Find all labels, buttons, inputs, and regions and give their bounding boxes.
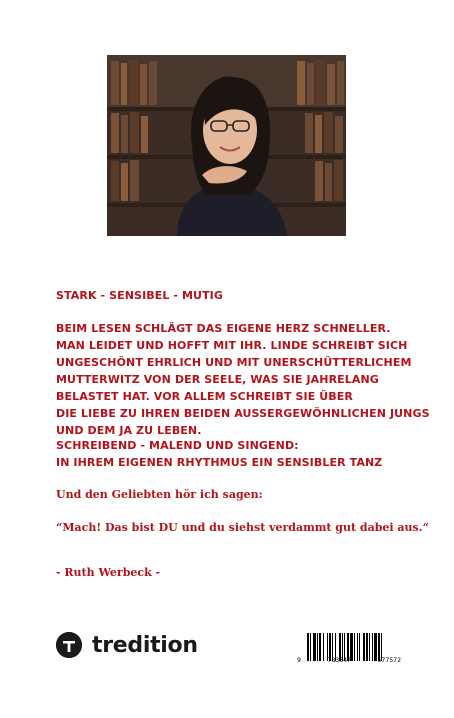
- blurb-paragraph-1: [56, 320, 430, 439]
- blurb-line: UND DEM JA ZU LEBEN.: [56, 424, 202, 437]
- tredition-logo-glyph: [56, 632, 82, 658]
- author-photo-illustration: [107, 55, 346, 236]
- blurb-line: UNGESCHÖNT EHRLICH UND MIT UNERSCHÜTTERLICHEM: [56, 356, 412, 369]
- tagline: [56, 287, 406, 304]
- quote-intro-text: Und den Geliebten hör ich sagen:: [56, 488, 263, 501]
- publisher-name: tredition: [92, 632, 198, 658]
- blurb-line: IN IHREM EIGENEN RHYTHMUS EIN SENSIBLER TANZ: [56, 456, 383, 469]
- isbn-prefix: 9: [297, 656, 301, 664]
- quote-intro: [56, 486, 406, 503]
- publisher-logo: [56, 630, 198, 660]
- blurb-line: MUTTERWITZ VON DER SEELE, WAS SIE JAHRELANG: [56, 373, 379, 386]
- isbn-group-2: 577572: [377, 656, 401, 664]
- blurb-line: SCHREIBEND - MALEND UND SINGEND:: [56, 439, 299, 452]
- blurb-paragraph-2: [56, 437, 406, 471]
- tredition-logo-icon: [56, 632, 82, 658]
- blurb-line: BEIM LESEN SCHLÄGT DAS EIGENE HERZ SCHNELLER.: [56, 322, 391, 335]
- blurb-line: DIE LIEBE ZU IHREN BEIDEN AUSSERGEWÖHNLICHEN JUNGS: [56, 407, 430, 420]
- author-photo: [107, 55, 346, 236]
- quote-text: “Mach! Das bist DU und du siehst verdammt gut dabei aus.“: [56, 521, 429, 534]
- blurb-line: MAN LEIDET UND HOFFT MIT IHR. LINDE SCHREIBT SICH: [56, 339, 408, 352]
- blurb-line: BELASTET HAT. VOR ALLEM SCHREIBT SIE ÜBER: [56, 390, 353, 403]
- attribution-text: - Ruth Werbeck -: [56, 566, 161, 579]
- isbn-digits: [297, 656, 401, 664]
- tagline-text: STARK - SENSIBEL - MUTIG: [56, 289, 223, 302]
- isbn-group-1: 783347: [327, 656, 351, 664]
- quote: [56, 519, 429, 536]
- attribution: [56, 564, 406, 581]
